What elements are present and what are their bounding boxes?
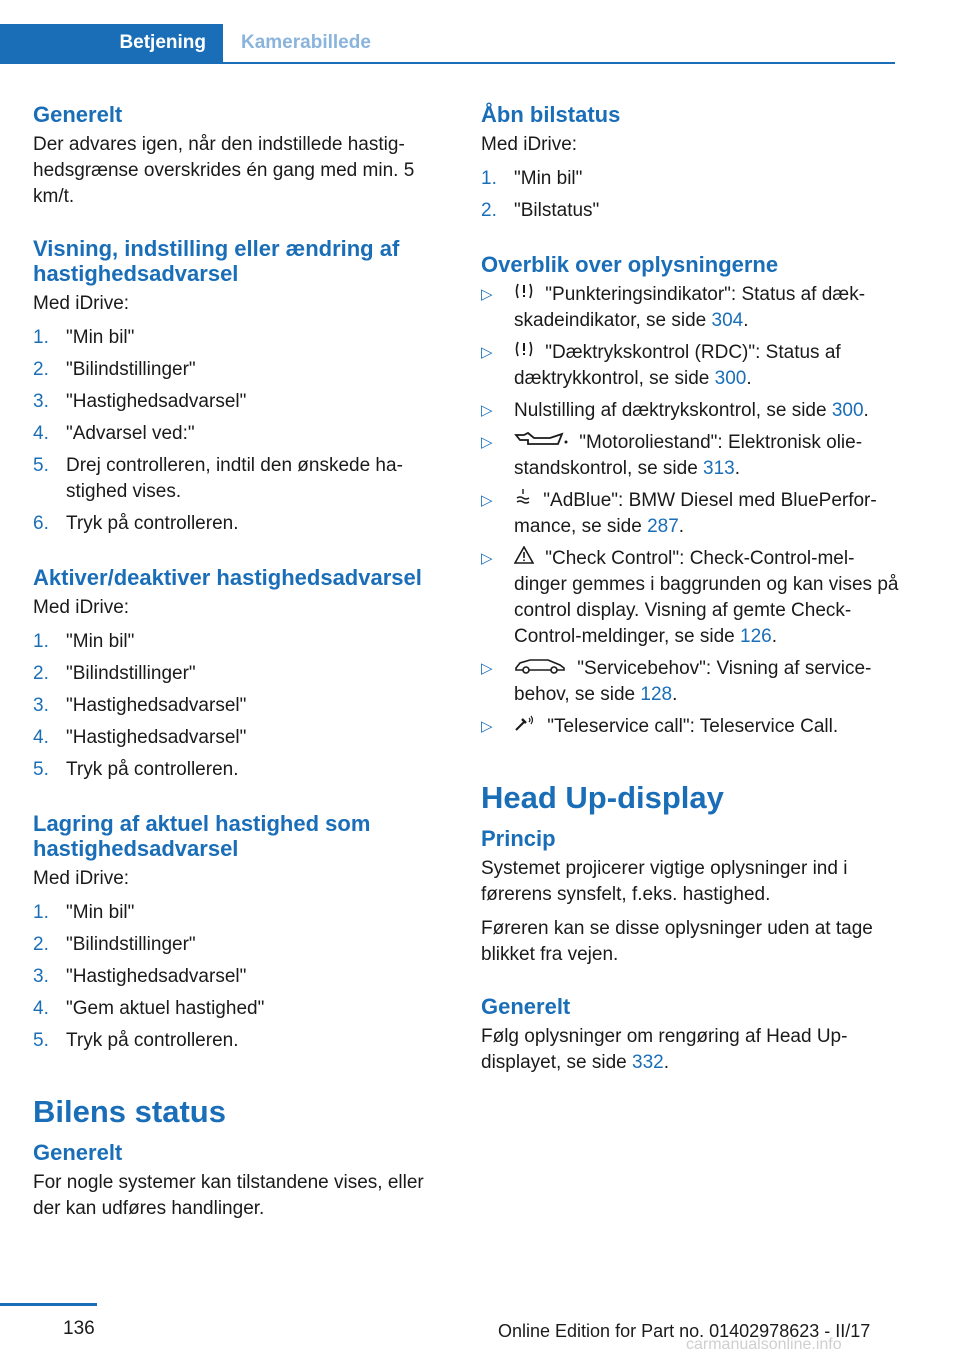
step-item (33, 693, 445, 719)
period: . (746, 368, 752, 390)
paragraph: Med iDrive: (33, 293, 130, 314)
step-text: "Hastighedsadvarsel" (66, 695, 247, 716)
step-item (33, 757, 445, 783)
step-item (33, 325, 445, 351)
paragraph: Med iDrive: (33, 597, 130, 618)
right-column (481, 102, 899, 1084)
step-text: "Advarsel ved:" (66, 423, 195, 444)
bullet-item (481, 430, 899, 482)
step-text: "Min bil" (66, 327, 135, 348)
bullet-list (481, 282, 899, 740)
step-text: "Hastighedsadvarsel" (66, 391, 247, 412)
step-list (33, 325, 445, 537)
triangle-bullet-icon: ▷ (481, 402, 493, 420)
step-item (33, 725, 445, 751)
step-item (33, 932, 445, 958)
bullet-item (481, 656, 899, 708)
step-number: 5. (33, 455, 49, 476)
heading-bilens-status: Bilens status (33, 1094, 226, 1129)
tire-warning-icon (514, 282, 534, 308)
step-text: "Bilindstillinger" (66, 663, 196, 684)
heading-generelt-3: Generelt (481, 994, 571, 1020)
bullet-text: "Dæktrykskontrol (RDC)": Status af dæktrykkontrol, se side (514, 342, 841, 390)
page-link[interactable]: 332 (632, 1052, 664, 1074)
triangle-bullet-icon: ▷ (481, 344, 493, 362)
heading-generelt: Generelt (33, 102, 123, 127)
step-number: 2. (33, 359, 49, 380)
page-link[interactable]: 128 (640, 684, 673, 706)
step-text: "Min bil" (514, 168, 583, 189)
step-text: Tryk på controlleren. (66, 759, 239, 780)
step-list (481, 166, 899, 224)
heading-head-up-display: Head Up-display (481, 780, 724, 816)
triangle-bullet-icon: ▷ (481, 550, 493, 568)
step-item (33, 629, 445, 655)
step-number: 2. (481, 200, 497, 221)
step-number: 3. (33, 966, 49, 987)
triangle-bullet-icon: ▷ (481, 718, 493, 736)
triangle-bullet-icon: ▷ (481, 660, 493, 678)
step-number: 5. (33, 759, 49, 780)
paragraph: Med iDrive: (33, 868, 130, 889)
paragraph-text: Følg oplysninger om rengøring af Head Up-displayet, se side (481, 1026, 848, 1074)
step-item (33, 1028, 445, 1054)
paragraph (481, 1024, 899, 1076)
step-number: 4. (33, 423, 49, 444)
step-number: 4. (33, 727, 49, 748)
period: . (863, 400, 869, 422)
page-link[interactable]: 304 (711, 310, 744, 332)
step-item (33, 357, 445, 383)
wrench-call-icon (514, 714, 536, 740)
step-number: 1. (481, 168, 497, 189)
step-item (33, 421, 445, 447)
period: . (743, 310, 749, 332)
step-number: 2. (33, 934, 49, 955)
bullet-text: "Check Control": Check-Control-meldinger gemmes i baggrunden og kan vises på control display. Visning af gemte Check-Control-meldinger, se side (514, 548, 899, 648)
bullet-text: "Punkteringsindikator": Status af dækskadeindikator, se side (514, 284, 866, 332)
bullet-text: "Servicebehov": Visning af servicebehov, se side (514, 658, 872, 706)
step-item (33, 900, 445, 926)
paragraph: Systemet projicerer vigtige oplysninger ind i førerens synsfelt, f.eks. hastighed. (481, 858, 848, 906)
step-list (33, 900, 445, 1054)
paragraph: Der advares igen, når den indstillede hastighedsgrænse overskrides én gang med min. 5 km/t. (33, 134, 415, 207)
step-number: 1. (33, 902, 49, 923)
step-text: "Bilindstillinger" (66, 359, 196, 380)
chapter-header (0, 24, 895, 64)
bullet-text: "Motoroliestand": Elektronisk oliestandskontrol, se side (514, 432, 863, 480)
left-column (33, 102, 445, 1230)
oil-can-icon (514, 430, 568, 456)
heading-aktiver: Aktiver/deaktiver hastighedsadvarsel (33, 565, 422, 590)
heading-princip: Princip (481, 826, 556, 852)
heading-lagring: Lagring af aktuel hastighed som hastighedsadvarsel (33, 811, 371, 861)
warning-triangle-icon (514, 546, 534, 572)
step-text: "Min bil" (66, 902, 135, 923)
step-item (481, 198, 899, 224)
heading-overblik: Overblik over oplysningerne (481, 252, 779, 277)
bullet-item (481, 488, 899, 540)
bullet-item (481, 340, 899, 392)
step-text: "Min bil" (66, 631, 135, 652)
step-number: 6. (33, 513, 49, 534)
page-link[interactable]: 300 (714, 368, 747, 390)
bullet-item (481, 714, 899, 740)
heading-visning: Visning, indstilling eller ændring af hastighedsadvarsel (33, 236, 400, 286)
step-number: 3. (33, 695, 49, 716)
period: . (663, 1052, 670, 1074)
step-item (33, 389, 445, 415)
tab-betjening-label: Betjening (119, 32, 206, 53)
step-text: "Hastighedsadvarsel" (66, 966, 247, 987)
paragraph: Føreren kan se disse oplysninger uden at tage blikket fra vejen. (481, 918, 873, 966)
period: . (771, 626, 777, 648)
heading-abn-bilstatus: Åbn bilstatus (481, 102, 621, 127)
step-item (481, 166, 899, 192)
step-text: Tryk på controlleren. (66, 1030, 239, 1051)
bullet-item (481, 398, 899, 424)
bullet-item (481, 546, 899, 650)
tab-betjening[interactable] (0, 24, 223, 62)
car-service-icon (514, 656, 566, 682)
step-item (33, 996, 445, 1022)
step-item (33, 511, 445, 537)
step-text: "Hastighedsadvarsel" (66, 727, 247, 748)
tire-warning-icon (514, 340, 534, 366)
watermark: carmanualsonline.info (686, 1336, 842, 1353)
step-number: 2. (33, 663, 49, 684)
step-text: "Gem aktuel hastighed" (66, 998, 265, 1019)
step-text: "Bilstatus" (514, 200, 600, 221)
page-link[interactable]: 287 (647, 516, 679, 538)
period: . (678, 516, 685, 538)
page-link[interactable]: 126 (740, 626, 772, 648)
paragraph: For nogle systemer kan tilstandene vises, eller der kan udføres handlinger. (33, 1172, 424, 1219)
step-list (33, 629, 445, 783)
period: . (672, 684, 678, 706)
step-number: 5. (33, 1030, 49, 1051)
step-number: 3. (33, 391, 49, 412)
bullet-text: Nulstilling af dæktrykskontrol, se side (514, 400, 832, 422)
step-text: "Bilindstillinger" (66, 934, 196, 955)
bullet-text: "Teleservice call": Teleservice Call. (542, 716, 839, 738)
tab-kamerabillede[interactable]: Kamerabillede (241, 32, 371, 53)
footer-rule (0, 1303, 97, 1306)
bullet-text: "AdBlue": BMW Diesel med BluePerformance, se side (514, 490, 877, 538)
bullet-item (481, 282, 899, 334)
step-text: Drej controlleren, indtil den ønskede hastighed vises. (66, 455, 403, 502)
step-item (33, 661, 445, 687)
edition-text: Online Edition for Part no. 01402978623 - II/17 (498, 1321, 871, 1341)
step-number: 4. (33, 998, 49, 1019)
step-number: 1. (33, 327, 49, 348)
triangle-bullet-icon: ▷ (481, 434, 493, 452)
triangle-bullet-icon: ▷ (481, 492, 493, 510)
step-text: Tryk på controlleren. (66, 513, 239, 534)
page-link[interactable]: 313 (703, 458, 735, 480)
period: . (734, 458, 741, 480)
triangle-bullet-icon: ▷ (481, 286, 493, 303)
page-link[interactable]: 300 (831, 400, 864, 422)
step-item (33, 453, 445, 505)
adblue-icon (514, 488, 532, 514)
step-item (33, 964, 445, 990)
heading-generelt-2: Generelt (33, 1140, 123, 1165)
step-number: 1. (33, 631, 49, 652)
page-number: 136 (63, 1318, 95, 1339)
paragraph: Med iDrive: (481, 134, 578, 155)
